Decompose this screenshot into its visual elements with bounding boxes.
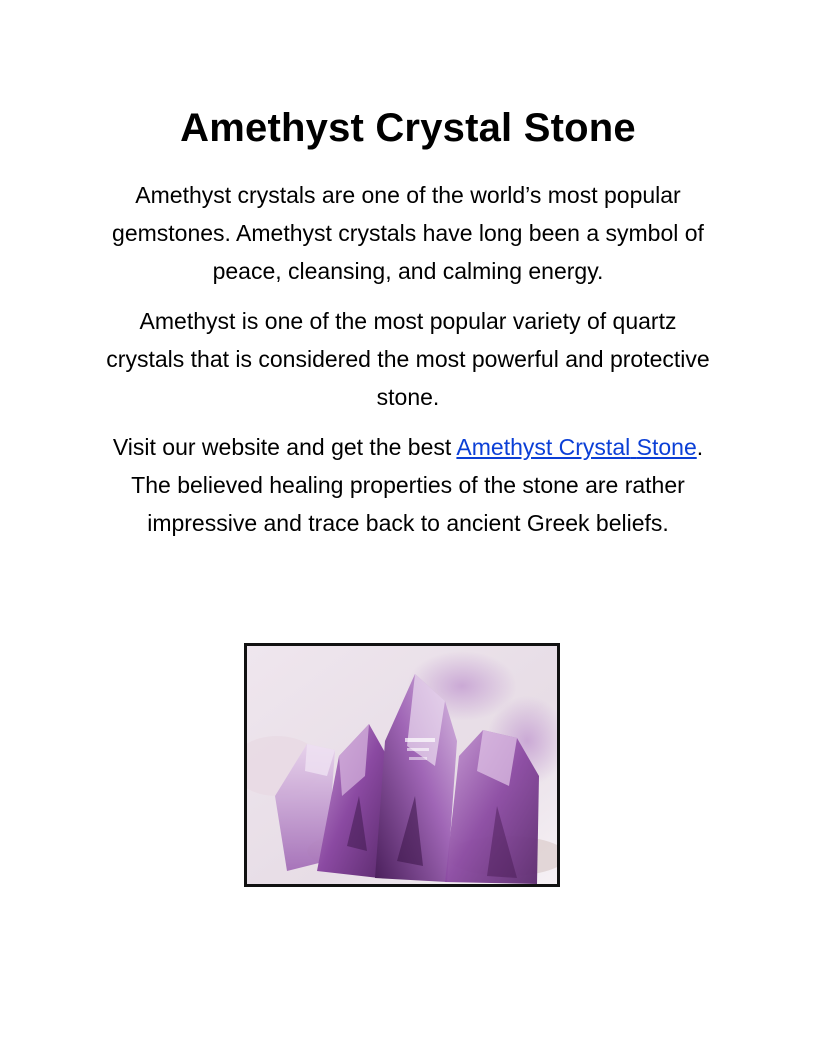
crystal-center-highlight-2 bbox=[407, 748, 429, 751]
amethyst-crystal-stone-link[interactable] bbox=[456, 434, 696, 460]
crystal-center-highlight-1 bbox=[405, 738, 435, 742]
paragraph-quartz: Amethyst is one of the most popular variety of quartz crystals that is considered the most powerful and protective stone. bbox=[106, 308, 710, 410]
crystal-center-highlight-3 bbox=[409, 757, 427, 760]
visit-suffix: . The believed healing properties of the stone are rather impressive and trace back to ancient Greek beliefs. bbox=[131, 434, 704, 536]
visit-prefix: Visit our website and get the best bbox=[112, 434, 457, 460]
paragraph-intro: Amethyst crystals are one of the world’s most popular gemstones. Amethyst crystals have long been a symbol of peace, cleansing, and calming energy. bbox=[112, 182, 704, 284]
paragraph-visit bbox=[100, 428, 716, 542]
link-text-part-2: Stone bbox=[636, 434, 697, 460]
link-text-part-1: Amethyst Crystal bbox=[456, 434, 631, 460]
amethyst-crystal-illustration bbox=[247, 646, 557, 884]
amethyst-crystal-photo bbox=[244, 643, 560, 887]
page-title: Amethyst Crystal Stone bbox=[180, 106, 636, 150]
